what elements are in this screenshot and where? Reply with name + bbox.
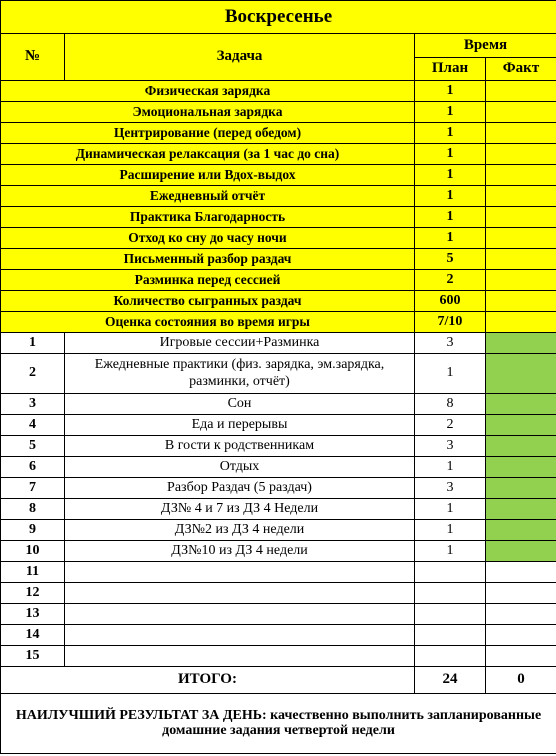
task-name[interactable]: Игровые сессии+Разминка bbox=[65, 333, 415, 354]
daily-task-plan[interactable]: 5 bbox=[415, 249, 486, 270]
daily-task-row bbox=[1, 270, 556, 291]
task-fact[interactable] bbox=[486, 436, 556, 457]
daily-task-fact[interactable] bbox=[486, 207, 556, 228]
task-number: 7 bbox=[1, 478, 65, 499]
daily-task-plan[interactable]: 2 bbox=[415, 270, 486, 291]
daily-task-fact[interactable] bbox=[486, 102, 556, 123]
daily-task-name[interactable]: Разминка перед сессией bbox=[1, 270, 415, 291]
task-fact[interactable] bbox=[486, 541, 556, 562]
daily-task-name[interactable]: Расширение или Вдох-выдох bbox=[1, 165, 415, 186]
total-plan[interactable]: 24 bbox=[415, 667, 486, 694]
task-plan[interactable] bbox=[415, 583, 486, 604]
daily-task-fact[interactable] bbox=[486, 186, 556, 207]
daily-task-row bbox=[1, 249, 556, 270]
daily-task-name[interactable]: Динамическая релаксация (за 1 час до сна) bbox=[1, 144, 415, 165]
task-plan[interactable]: 1 bbox=[415, 354, 486, 394]
daily-task-fact[interactable] bbox=[486, 81, 556, 102]
task-row bbox=[1, 333, 556, 354]
fact-column-header: Факт bbox=[486, 58, 556, 81]
plan-column-header: План bbox=[415, 58, 486, 81]
number-column-header: № bbox=[1, 34, 65, 81]
task-plan[interactable] bbox=[415, 625, 486, 646]
daily-task-row bbox=[1, 228, 556, 249]
task-name[interactable] bbox=[65, 583, 415, 604]
task-plan[interactable]: 8 bbox=[415, 394, 486, 415]
daily-task-name[interactable]: Ежедневный отчёт bbox=[1, 186, 415, 207]
task-row bbox=[1, 457, 556, 478]
footer-row bbox=[1, 694, 556, 754]
task-plan[interactable] bbox=[415, 562, 486, 583]
daily-task-name[interactable]: Письменный разбор раздач bbox=[1, 249, 415, 270]
daily-task-name[interactable]: Оценка состояния во время игры bbox=[1, 312, 415, 333]
daily-task-name[interactable]: Отход ко сну до часу ночи bbox=[1, 228, 415, 249]
daily-task-fact[interactable] bbox=[486, 165, 556, 186]
task-row bbox=[1, 583, 556, 604]
daily-task-row bbox=[1, 312, 556, 333]
task-number: 10 bbox=[1, 541, 65, 562]
daily-task-plan[interactable]: 1 bbox=[415, 228, 486, 249]
daily-task-fact[interactable] bbox=[486, 291, 556, 312]
daily-task-name[interactable]: Физическая зарядка bbox=[1, 81, 415, 102]
task-row bbox=[1, 625, 556, 646]
task-row bbox=[1, 436, 556, 457]
task-fact[interactable] bbox=[486, 562, 556, 583]
task-plan[interactable]: 2 bbox=[415, 415, 486, 436]
task-plan[interactable]: 3 bbox=[415, 478, 486, 499]
daily-task-row bbox=[1, 291, 556, 312]
daily-task-name[interactable]: Практика Благодарность bbox=[1, 207, 415, 228]
task-name[interactable]: ДЗ№10 из ДЗ 4 недели bbox=[65, 541, 415, 562]
task-fact[interactable] bbox=[486, 646, 556, 667]
daily-task-fact[interactable] bbox=[486, 270, 556, 291]
task-row bbox=[1, 541, 556, 562]
task-name[interactable] bbox=[65, 646, 415, 667]
task-column-header: Задача bbox=[65, 34, 415, 81]
task-name[interactable] bbox=[65, 562, 415, 583]
total-fact[interactable]: 0 bbox=[486, 667, 556, 694]
daily-task-plan[interactable]: 600 bbox=[415, 291, 486, 312]
task-fact[interactable] bbox=[486, 625, 556, 646]
task-number: 5 bbox=[1, 436, 65, 457]
total-row bbox=[1, 667, 556, 694]
task-fact[interactable] bbox=[486, 394, 556, 415]
daily-task-fact[interactable] bbox=[486, 249, 556, 270]
task-plan[interactable] bbox=[415, 604, 486, 625]
total-label: ИТОГО: bbox=[1, 667, 415, 694]
task-number: 4 bbox=[1, 415, 65, 436]
task-fact[interactable] bbox=[486, 415, 556, 436]
daily-task-row bbox=[1, 186, 556, 207]
daily-task-plan[interactable]: 1 bbox=[415, 207, 486, 228]
best-result-note: НАИЛУЧШИЙ РЕЗУЛЬТАТ ЗА ДЕНЬ: качественно выполнить запланированные домашние задания четвертой недели bbox=[1, 694, 556, 754]
task-name[interactable]: Отдых bbox=[65, 457, 415, 478]
task-number: 2 bbox=[1, 354, 65, 394]
task-name[interactable]: Ежедневные практики (физ. зарядка, эм.зарядка, разминки, отчёт) bbox=[65, 354, 415, 394]
task-number: 8 bbox=[1, 499, 65, 520]
daily-task-plan[interactable]: 1 bbox=[415, 144, 486, 165]
task-number: 3 bbox=[1, 394, 65, 415]
daily-task-name[interactable]: Эмоциональная зарядка bbox=[1, 102, 415, 123]
task-number: 12 bbox=[1, 583, 65, 604]
daily-task-plan[interactable]: 1 bbox=[415, 165, 486, 186]
task-plan[interactable]: 1 bbox=[415, 499, 486, 520]
task-number: 1 bbox=[1, 333, 65, 354]
daily-tasks-section bbox=[1, 81, 556, 333]
daily-task-fact[interactable] bbox=[486, 312, 556, 333]
day-title: Воскресенье bbox=[1, 1, 556, 34]
daily-task-fact[interactable] bbox=[486, 228, 556, 249]
daily-task-row bbox=[1, 102, 556, 123]
daily-task-plan[interactable]: 1 bbox=[415, 102, 486, 123]
task-name[interactable]: Сон bbox=[65, 394, 415, 415]
task-fact[interactable] bbox=[486, 583, 556, 604]
numbered-tasks-section bbox=[1, 333, 556, 667]
task-name[interactable]: ДЗ№2 из ДЗ 4 недели bbox=[65, 520, 415, 541]
task-row bbox=[1, 520, 556, 541]
daily-task-fact[interactable] bbox=[486, 123, 556, 144]
task-row bbox=[1, 499, 556, 520]
task-fact[interactable] bbox=[486, 478, 556, 499]
daily-task-fact[interactable] bbox=[486, 144, 556, 165]
daily-task-plan[interactable]: 1 bbox=[415, 186, 486, 207]
task-fact[interactable] bbox=[486, 499, 556, 520]
daily-task-row bbox=[1, 165, 556, 186]
daily-task-row bbox=[1, 81, 556, 102]
task-fact[interactable] bbox=[486, 604, 556, 625]
task-row bbox=[1, 415, 556, 436]
task-plan[interactable] bbox=[415, 646, 486, 667]
task-plan[interactable]: 1 bbox=[415, 541, 486, 562]
task-fact[interactable] bbox=[486, 354, 556, 394]
task-fact[interactable] bbox=[486, 457, 556, 478]
task-plan[interactable]: 1 bbox=[415, 520, 486, 541]
task-number: 6 bbox=[1, 457, 65, 478]
task-row bbox=[1, 646, 556, 667]
daily-task-row bbox=[1, 123, 556, 144]
task-row bbox=[1, 478, 556, 499]
task-number: 11 bbox=[1, 562, 65, 583]
task-plan[interactable]: 1 bbox=[415, 457, 486, 478]
daily-task-name[interactable]: Количество сыгранных раздач bbox=[1, 291, 415, 312]
daily-task-plan[interactable]: 1 bbox=[415, 123, 486, 144]
task-fact[interactable] bbox=[486, 333, 556, 354]
task-number: 9 bbox=[1, 520, 65, 541]
task-number: 15 bbox=[1, 646, 65, 667]
task-row bbox=[1, 394, 556, 415]
task-row bbox=[1, 562, 556, 583]
daily-task-name[interactable]: Центрирование (перед обедом) bbox=[1, 123, 415, 144]
daily-task-row bbox=[1, 207, 556, 228]
task-number: 13 bbox=[1, 604, 65, 625]
task-name[interactable]: В гости к родственникам bbox=[65, 436, 415, 457]
time-column-header: Время bbox=[415, 34, 556, 58]
task-fact[interactable] bbox=[486, 520, 556, 541]
task-number: 14 bbox=[1, 625, 65, 646]
daily-task-plan[interactable]: 1 bbox=[415, 81, 486, 102]
task-name[interactable]: ДЗ№ 4 и 7 из ДЗ 4 Недели bbox=[65, 499, 415, 520]
task-name[interactable]: Разбор Раздач (5 раздач) bbox=[65, 478, 415, 499]
task-name[interactable]: Еда и перерывы bbox=[65, 415, 415, 436]
task-name[interactable] bbox=[65, 625, 415, 646]
task-plan[interactable]: 3 bbox=[415, 333, 486, 354]
daily-task-plan[interactable]: 7/10 bbox=[415, 312, 486, 333]
task-row bbox=[1, 604, 556, 625]
task-plan[interactable]: 3 bbox=[415, 436, 486, 457]
task-row bbox=[1, 354, 556, 394]
task-name[interactable] bbox=[65, 604, 415, 625]
daily-task-row bbox=[1, 144, 556, 165]
